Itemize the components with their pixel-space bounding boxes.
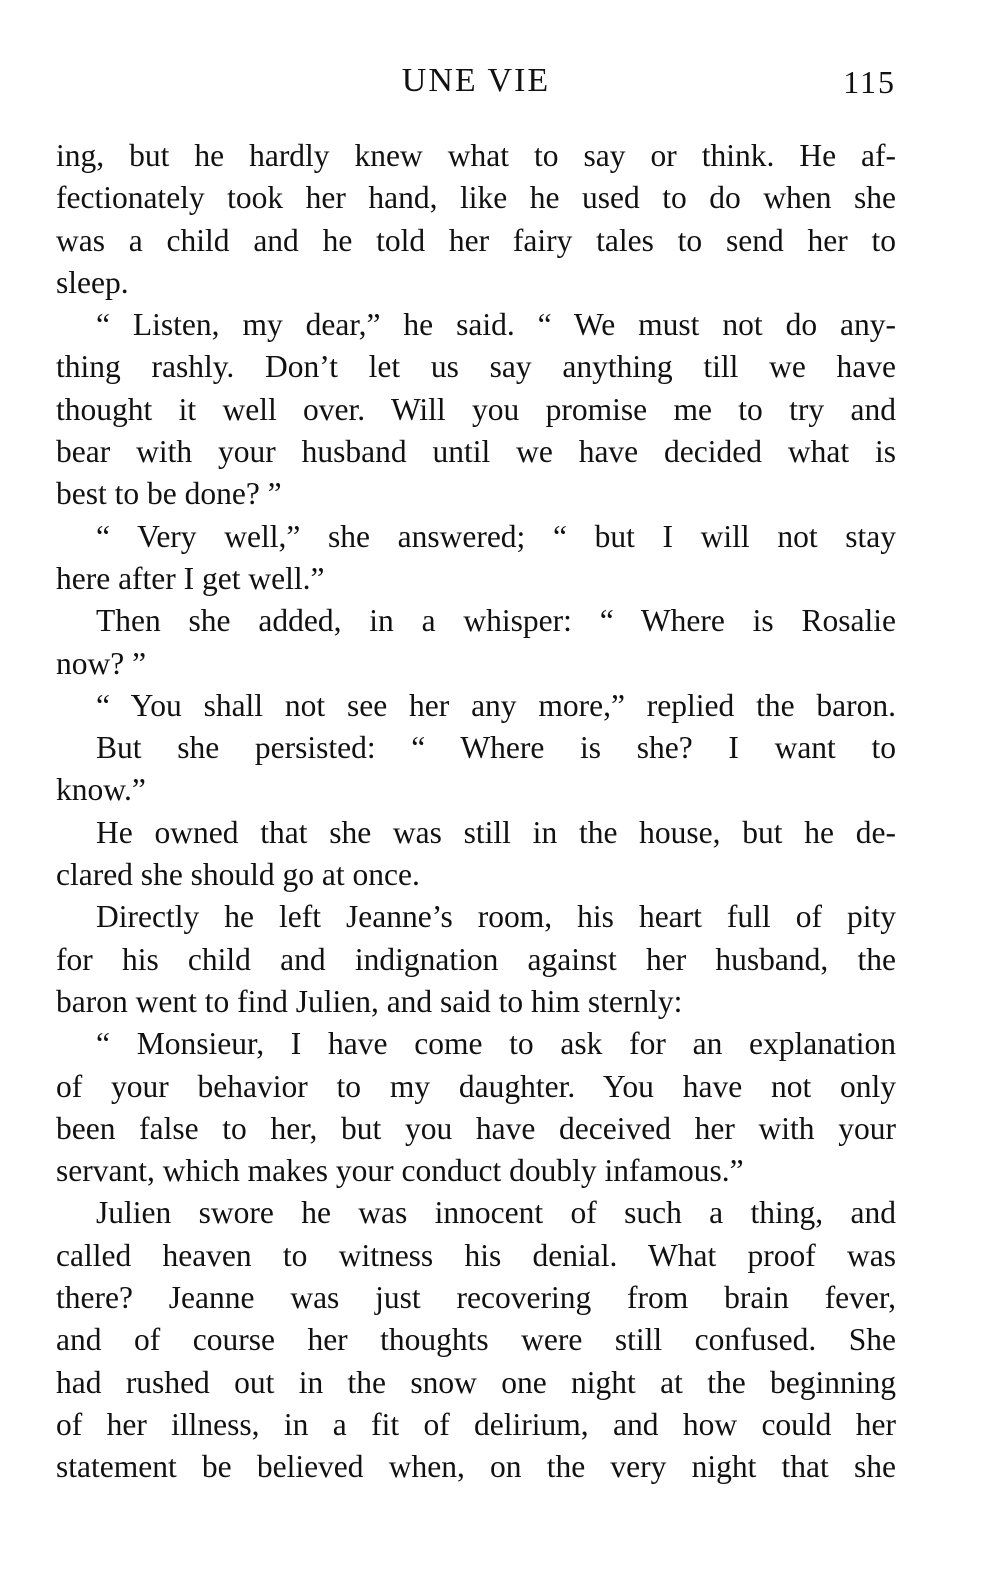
text-line: here after I get well.” [56,560,325,596]
text-line: Directly he left Jeanne’s room, his heart full of pity [96,899,896,935]
text-line: and of course her thoughts were still confused. She [56,1322,896,1358]
text-line: know.” [56,772,146,808]
text-line: “ Monsieur, I have come to ask for an explanation [96,1026,896,1062]
text-line: for his child and indignation against her husband, the [56,941,896,977]
text-line: had rushed out in the snow one night at the beginning [56,1364,896,1400]
running-title: UNE VIE [401,62,551,99]
text-line: now? ” [56,645,147,681]
page-header [56,62,896,106]
text-line: ing, but he hardly knew what to say or think. He af- [56,138,896,173]
text-line: called heaven to witness his denial. What proof was [56,1237,896,1273]
text-line: of your behavior to my daughter. You have not only [56,1068,896,1104]
text-line: baron went to find Julien, and said to him sternly: [56,983,683,1019]
text-line: “ You shall not see her any more,” replied the baron. [96,687,896,723]
text-line: of her illness, in a fit of delirium, and how could her [56,1406,896,1442]
text-line: Julien swore he was innocent of such a thing, and [96,1195,896,1231]
text-line: He owned that she was still in the house, but he de- [96,814,896,850]
text-line: servant, which makes your conduct doubly infamous.” [56,1153,744,1189]
text-line: bear with your husband until we have decided what is [56,434,896,470]
text-line: sleep. [56,264,129,300]
text-line: Then she added, in a whisper: “ Where is Rosalie [96,603,896,639]
text-line: “ Very well,” she answered; “ but I will not stay [96,518,896,554]
text-line: best to be done? ” [56,476,282,512]
text-line: fectionately took her hand, like he used to do when she [56,180,896,216]
text-line: statement be believed when, on the very night that she [56,1449,896,1485]
text-line: was a child and he told her fairy tales to send her to [56,222,896,258]
text-line: been false to her, but you have deceived her with your [56,1110,896,1146]
text-line: “ Listen, my dear,” he said. “ We must not do any- [96,307,896,343]
text-line: But she persisted: “ Where is she? I want to [96,730,896,766]
text-line: thought it well over. Will you promise me to try and [56,391,896,427]
text-line: there? Jeanne was just recovering from brain fever, [56,1280,896,1316]
text-line: clared she should go at once. [56,857,420,893]
page-number: 115 [843,64,896,100]
text-line: thing rashly. Don’t let us say anything till we have [56,349,896,385]
body-text [56,135,896,1489]
